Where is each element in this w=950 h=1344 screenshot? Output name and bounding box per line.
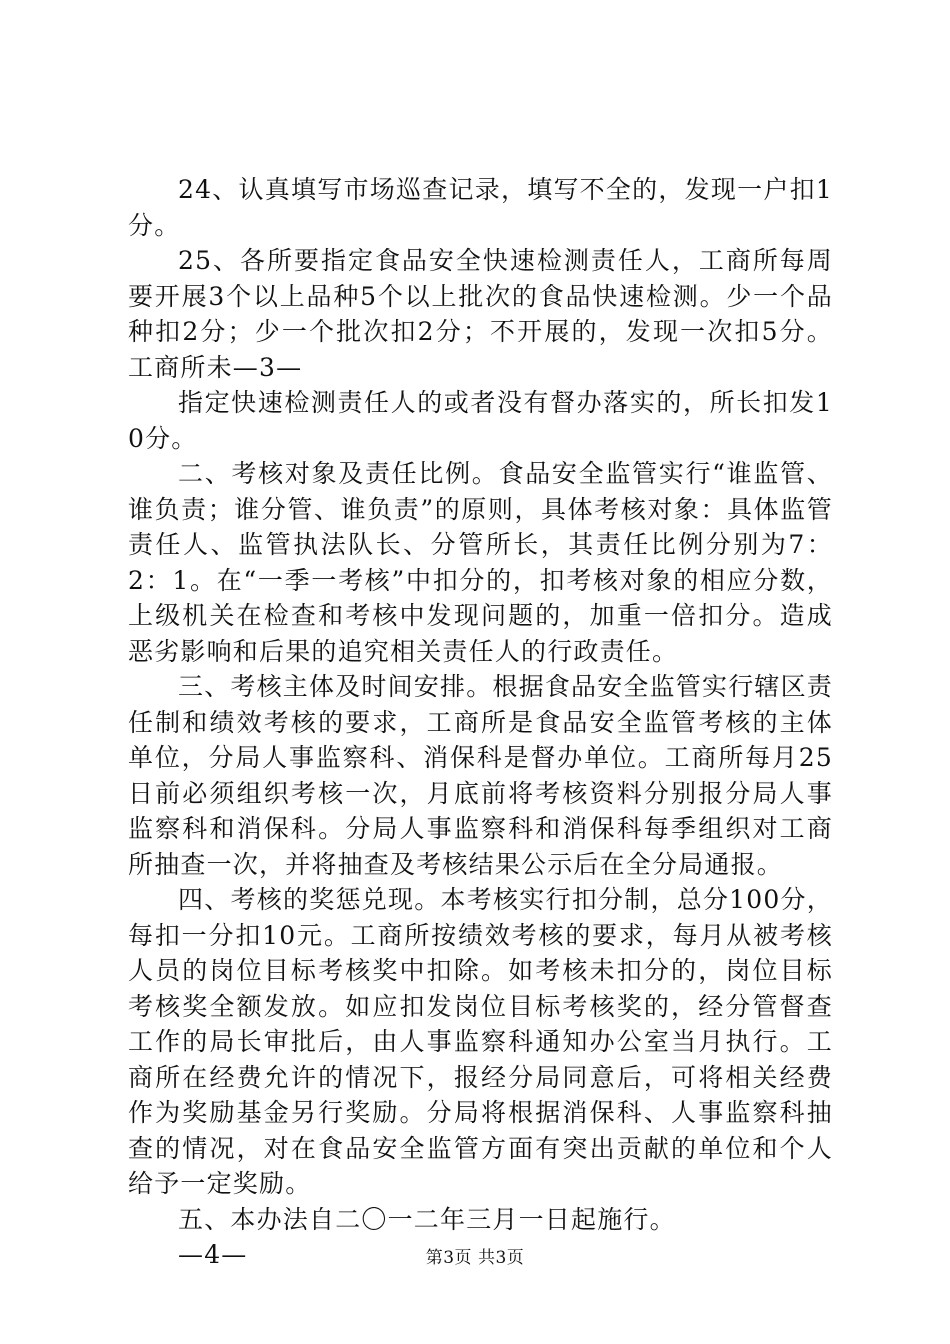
paragraph-item-25-continued: 指定快速检测责任人的或者没有督办落实的，所长扣发10分。 [128,388,833,453]
paragraph-section-4: 四、考核的奖惩兑现。本考核实行扣分制，总分100分，每扣一分扣10元。工商所按绩效考核的要求，每月从被考核人员的岗位目标考核奖中扣除。如考核未扣分的，岗位目标考核奖全额发放。如应扣发岗位目标考核奖的，经分管督查工作的局长审批后，由人事监察科通知办公室当月执行。工商所在经费允许的情况下，报经分局同意后，可将相关经费作为奖励基金另行奖励。分局将根据消保科、人事监察科抽查的情况，对在食品安全监管方面有突出贡献的单位和个人给予一定奖励。 [128,885,833,1198]
inline-page-marker: —4— [178,1240,248,1269]
paragraph-item-24: 24、认真填写市场巡查记录，填写不全的，发现一户扣1分。 [128,175,833,240]
paragraph-section-2: 二、考核对象及责任比例。食品安全监管实行“谁监管、谁负责；谁分管、谁负责”的原则，具体考核对象：具体监管责任人、监管执法队长、分管所长，其责任比例分别为7：2：1。在“一季一考核”中扣分的，扣考核对象的相应分数，上级机关在检查和考核中发现问题的，加重一倍扣分。造成恶劣影响和后果的追究相关责任人的行政责任。 [128,459,833,666]
paragraph-section-3: 三、考核主体及时间安排。根据食品安全监管实行辖区责任制和绩效考核的要求，工商所是食品安全监管考核的主体单位，分局人事监察科、消保科是督办单位。工商所每月25日前必须组织考核一次，月底前将考核资料分别报分局人事监察科和消保科。分局人事监察科和消保科每季组织对工商所抽查一次，并将抽查及考核结果公示后在全分局通报。 [128,672,834,879]
document-body [128,172,833,1273]
page-footer: 第3页 共3页 [425,1248,525,1268]
paragraph-section-5: 五、本办法自二〇一二年三月一日起施行。 [178,1204,676,1234]
paragraph-item-25: 25、各所要指定食品安全快速检测责任人，工商所每周要开展3个以上品种5个以上批次的食品快速检测。少一个品种扣2分；少一个批次扣2分；不开展的，发现一次扣5分。工商所未—3— [128,246,833,382]
